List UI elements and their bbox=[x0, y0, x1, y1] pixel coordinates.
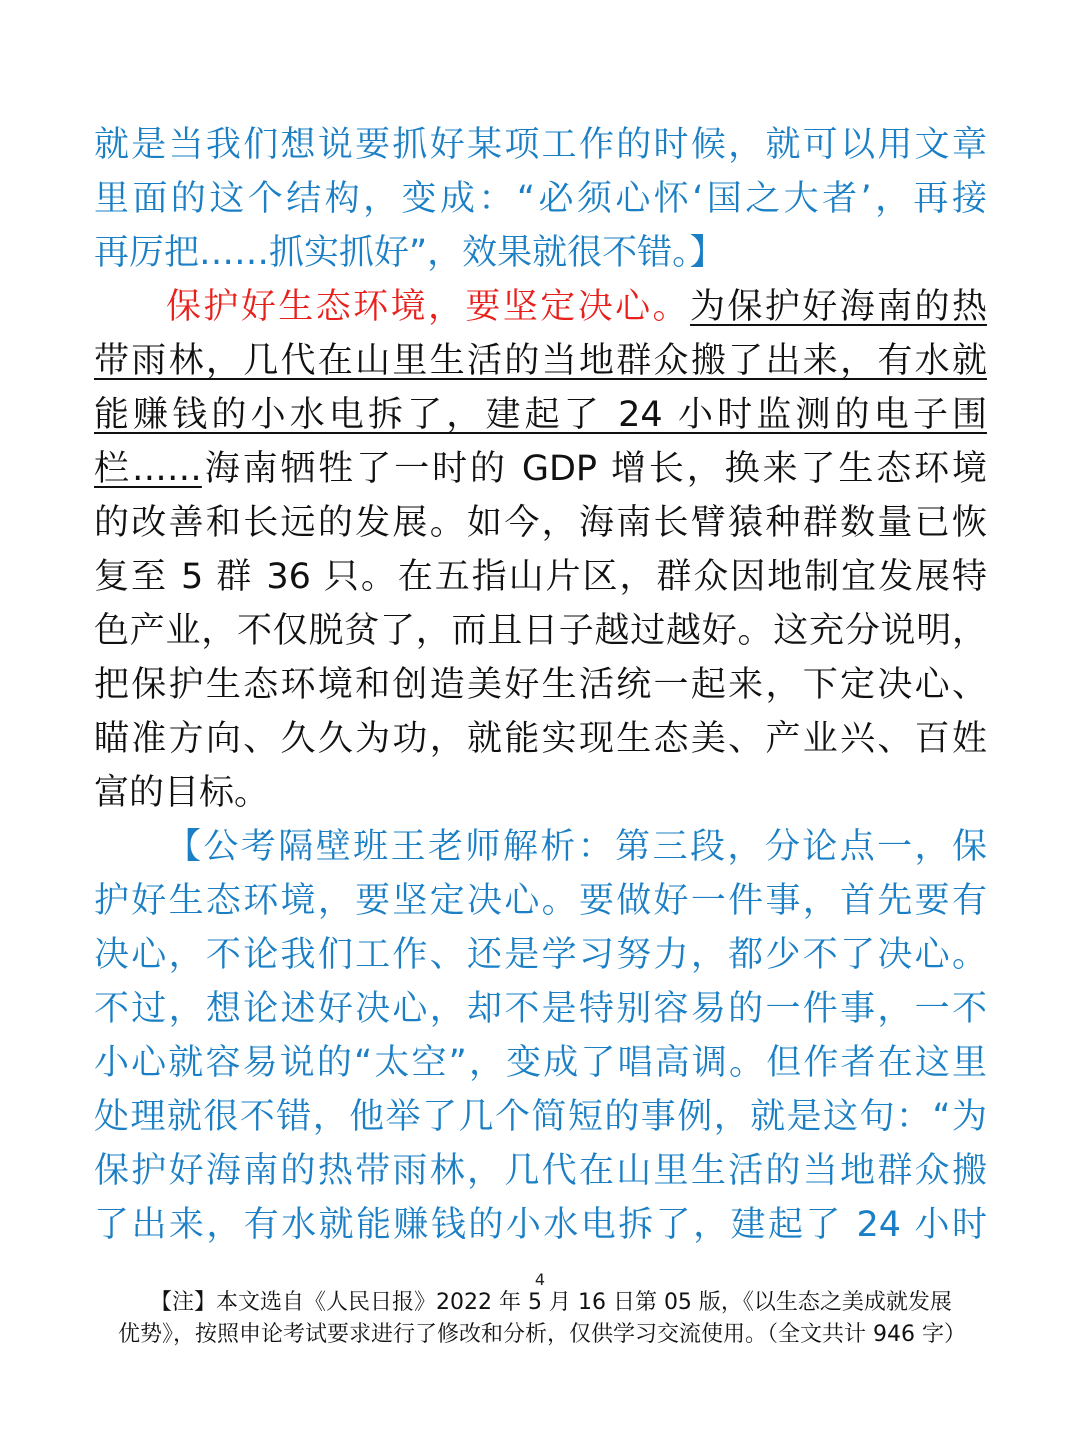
intro-analysis-line: 里面的这个结构，变成：“必须心怀‘国之大者’，再接 bbox=[94, 179, 987, 219]
underlined-text: 为保护好海南的热 bbox=[689, 287, 987, 327]
main-paragraph-first-line bbox=[166, 280, 987, 334]
underlined-text: 栏…… bbox=[94, 449, 202, 489]
analysis-line: 不过，想论述好决心，却不是特别容易的一件事，一不 bbox=[94, 989, 987, 1029]
main-paragraph-line: 瞄准方向、久久为功，就能实现生态美、产业兴、百姓 bbox=[94, 719, 987, 759]
main-paragraph-line bbox=[94, 442, 987, 496]
page-number: 4 bbox=[534, 1270, 546, 1289]
intro-analysis-line: 就是当我们想说要抓好某项工作的时候，就可以用文章 bbox=[94, 125, 987, 165]
main-paragraph-line: 色产业，不仅脱贫了，而且日子越过越好。这充分说明， bbox=[94, 611, 987, 651]
paragraph-text: 海南牺牲了一时的 GDP 增长，换来了生态环境 bbox=[201, 449, 987, 489]
main-paragraph-line: 的改善和长远的发展。如今，海南长臂猿种群数量已恢 bbox=[94, 503, 987, 543]
main-paragraph-line: 富的目标。 bbox=[94, 773, 270, 813]
footnote-line: 优势》，按照申论考试要求进行了修改和分析，仅供学习交流使用。（全文共计 946 字） bbox=[118, 1322, 966, 1347]
analysis-line: 【公考隔壁班王老师解析：第三段，分论点一，保 bbox=[166, 827, 987, 867]
underlined-line: 带雨林，几代在山里生活的当地群众搬了出来，有水就 bbox=[94, 341, 987, 381]
main-paragraph-line: 复至 5 群 36 只。在五指山片区，群众因地制宜发展特 bbox=[94, 557, 987, 597]
intro-analysis-line: 再厉把……抓实抓好”，效果就很不错。】 bbox=[94, 233, 725, 273]
analysis-line: 决心，不论我们工作、还是学习努力，都少不了决心。 bbox=[94, 935, 987, 975]
underlined-line: 能赚钱的小水电拆了，建起了 24 小时监测的电子围 bbox=[94, 395, 987, 435]
main-paragraph-line: 把保护生态环境和创造美好生活统一起来，下定决心、 bbox=[94, 665, 987, 705]
section-heading: 保护好生态环境，要坚定决心。 bbox=[166, 287, 690, 327]
analysis-line: 了出来，有水就能赚钱的小水电拆了，建起了 24 小时 bbox=[94, 1205, 987, 1245]
analysis-line: 护好生态环境，要坚定决心。要做好一件事，首先要有 bbox=[94, 881, 987, 921]
analysis-line: 保护好海南的热带雨林，几代在山里生活的当地群众搬 bbox=[94, 1151, 987, 1191]
footnote-line: 【注】本文选自《人民日报》2022 年 5 月 16 日第 05 版，《以生态之美成就发展 bbox=[150, 1290, 952, 1315]
analysis-line: 小心就容易说的“太空”，变成了唱高调。但作者在这里 bbox=[94, 1043, 987, 1083]
analysis-line: 处理就很不错，他举了几个简短的事例，就是这句：“为 bbox=[94, 1097, 987, 1137]
